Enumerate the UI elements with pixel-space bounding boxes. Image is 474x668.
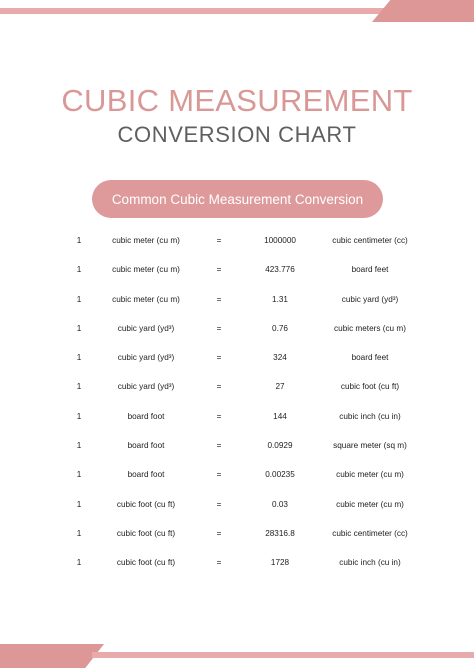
row-from-unit: cubic yard (yd³)	[117, 353, 175, 363]
row-equals: =	[216, 558, 222, 568]
row-value: 28316.8	[265, 528, 295, 538]
row-value: 1728	[270, 558, 290, 568]
row-to-unit: cubic meter (cu m)	[336, 470, 404, 480]
table-row	[0, 460, 474, 489]
row-value: 0.0929	[267, 441, 293, 451]
row-from-unit: cubic foot (cu ft)	[116, 558, 176, 568]
row-quantity: 1	[76, 528, 82, 538]
row-to-unit: cubic centimeter (cc)	[332, 236, 408, 245]
top-corner-decor	[372, 0, 474, 22]
table-row	[0, 372, 474, 401]
row-quantity: 1	[76, 499, 82, 509]
row-equals: =	[216, 236, 222, 245]
row-to-unit: cubic yard (yd³)	[341, 294, 399, 304]
row-to-unit: square meter (sq m)	[333, 441, 407, 451]
table-row	[0, 402, 474, 431]
row-quantity: 1	[76, 236, 82, 245]
row-to-unit: cubic foot (cu ft)	[340, 382, 400, 392]
row-equals: =	[216, 353, 222, 363]
row-from-unit: cubic meter (cu m)	[112, 236, 180, 245]
table-row	[0, 490, 474, 519]
row-equals: =	[216, 499, 222, 509]
row-from-unit: cubic yard (yd³)	[117, 323, 175, 333]
page-title: CUBIC MEASUREMENT	[61, 83, 413, 118]
row-value: 0.76	[272, 323, 288, 333]
row-quantity: 1	[76, 294, 82, 304]
row-from-unit: cubic yard (yd³)	[117, 382, 175, 392]
table-row	[0, 255, 474, 284]
bottom-decor-bar	[92, 652, 474, 658]
row-from-unit: board foot	[127, 411, 165, 421]
row-to-unit: cubic meter (cu m)	[336, 499, 404, 509]
row-equals: =	[216, 470, 222, 480]
row-to-unit: board feet	[351, 265, 389, 275]
conversion-table	[0, 226, 474, 578]
row-from-unit: cubic meter (cu m)	[112, 265, 180, 275]
row-value: 1.31	[272, 294, 288, 304]
row-quantity: 1	[76, 411, 82, 421]
row-equals: =	[216, 382, 222, 392]
row-from-unit: cubic foot (cu ft)	[116, 528, 176, 538]
row-value: 144	[273, 411, 287, 421]
bottom-corner-decor	[0, 644, 104, 668]
top-decor-bar	[0, 8, 388, 14]
row-value: 27	[275, 382, 285, 392]
table-row	[0, 343, 474, 372]
table-row	[0, 226, 474, 255]
table-row	[0, 285, 474, 314]
table-row	[0, 314, 474, 343]
row-value: 423.776	[265, 265, 295, 275]
page-subtitle: CONVERSION CHART	[117, 122, 357, 147]
row-value: 324	[273, 353, 287, 363]
table-row	[0, 548, 474, 577]
row-equals: =	[216, 323, 222, 333]
row-equals: =	[216, 441, 222, 451]
row-equals: =	[216, 265, 222, 275]
table-row	[0, 431, 474, 460]
row-quantity: 1	[76, 441, 82, 451]
row-from-unit: board foot	[127, 470, 165, 480]
row-from-unit: cubic foot (cu ft)	[116, 499, 176, 509]
table-row	[0, 519, 474, 548]
row-from-unit: cubic meter (cu m)	[112, 294, 180, 304]
row-equals: =	[216, 528, 222, 538]
section-banner	[92, 180, 383, 218]
row-value: 0.03	[272, 499, 288, 509]
row-quantity: 1	[76, 558, 82, 568]
row-quantity: 1	[76, 323, 82, 333]
row-value: 0.00235	[265, 470, 295, 480]
row-equals: =	[216, 294, 222, 304]
row-equals: =	[216, 411, 222, 421]
row-quantity: 1	[76, 265, 82, 275]
row-to-unit: cubic meters (cu m)	[334, 323, 406, 333]
row-quantity: 1	[76, 353, 82, 363]
row-quantity: 1	[76, 382, 82, 392]
row-to-unit: cubic centimeter (cc)	[332, 528, 408, 538]
row-to-unit: cubic inch (cu in)	[339, 411, 401, 421]
section-banner-label: Common Cubic Measurement Conversion	[111, 191, 364, 207]
row-to-unit: cubic inch (cu in)	[339, 558, 401, 568]
row-to-unit: board feet	[351, 353, 389, 363]
row-from-unit: board foot	[127, 441, 165, 451]
row-quantity: 1	[76, 470, 82, 480]
row-value: 1000000	[264, 236, 296, 245]
